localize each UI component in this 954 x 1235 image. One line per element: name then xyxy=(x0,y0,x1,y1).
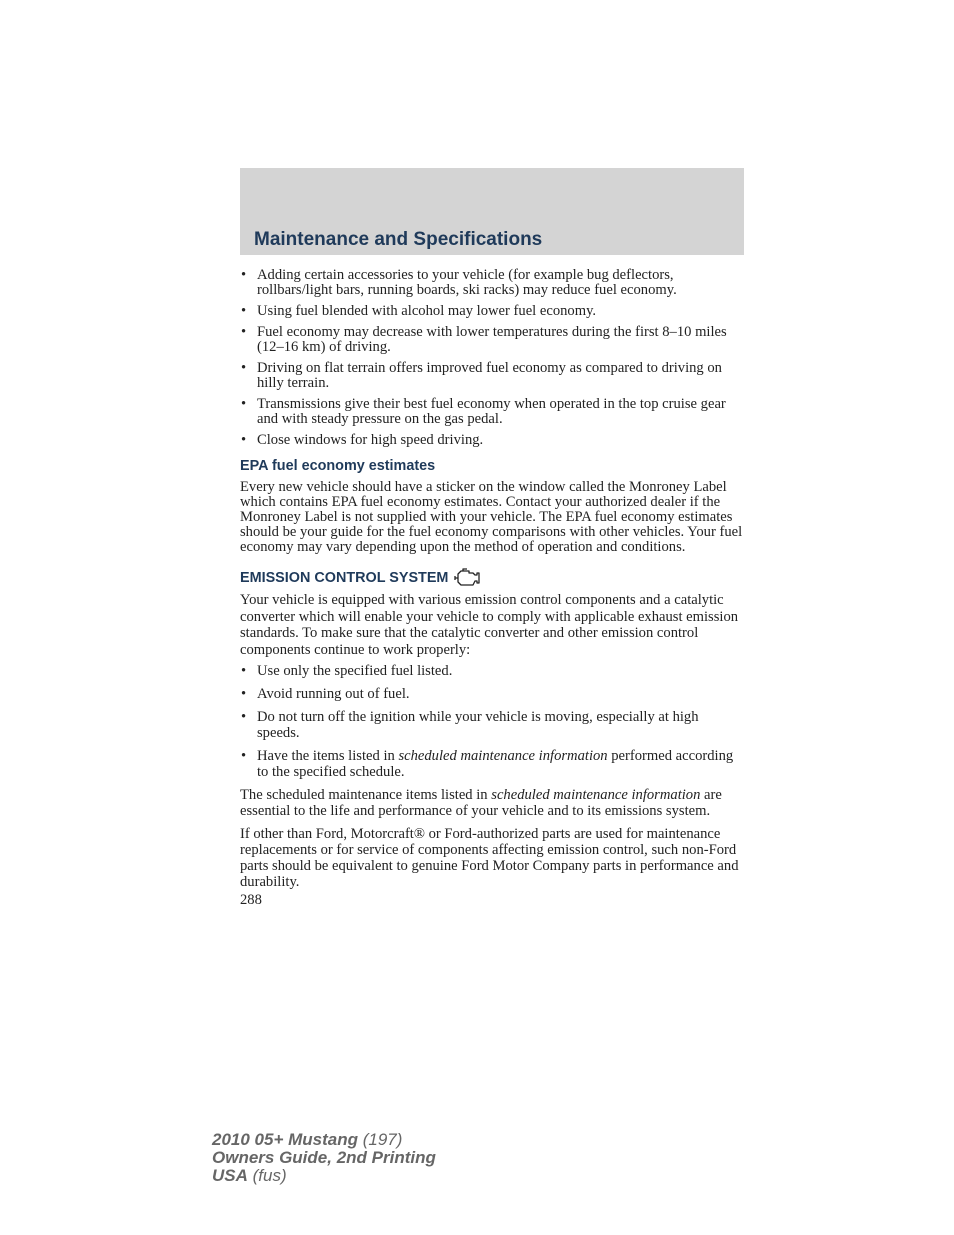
emission-heading-text: EMISSION CONTROL SYSTEM xyxy=(240,570,449,586)
list-item: • Do not turn off the ignition while your vehicle is moving, especially at high speeds. xyxy=(240,709,744,741)
page-content xyxy=(240,268,744,908)
epa-paragraph: Every new vehicle should have a sticker on the window called the Monroney Label which contains EPA fuel economy estimates. Contact your authorized dealer if the Monroney Label is not supplied with your vehicle. The EPA fuel economy estimates should be your guide for the fuel economy comparisons with other vehicles. Your fuel economy may vary depending upon the method of operation and conditions. xyxy=(240,479,743,555)
list-item: • Fuel economy may decrease with lower temperatures during the first 8–10 miles (12–16 km) of driving. xyxy=(240,325,744,355)
list-item: • Avoid running out of fuel. xyxy=(240,686,744,702)
footer-line-1 xyxy=(212,1131,436,1149)
check-engine-icon xyxy=(452,568,482,588)
section-title: Maintenance and Specifications xyxy=(254,229,543,250)
list-item: • Using fuel blended with alcohol may lower fuel economy. xyxy=(240,304,744,319)
document-footer xyxy=(212,1131,436,1185)
footer-line-3 xyxy=(212,1167,436,1185)
footer-edition: Owners Guide, 2nd Printing xyxy=(212,1148,436,1167)
section-header-band xyxy=(240,168,744,255)
list-item-text: performed according to the specified schedule. xyxy=(257,748,734,780)
footer-line-2 xyxy=(212,1149,436,1167)
list-item xyxy=(240,748,744,780)
scheduled-maintenance-paragraph xyxy=(240,787,744,819)
list-item: • Use only the specified fuel listed. xyxy=(240,663,744,679)
footer-market-code: (fus) xyxy=(247,1166,287,1185)
emission-intro-paragraph: Your vehicle is equipped with various emission control components and a catalytic converter which will enable your vehicle to comply with applicable exhaust emission standards. To make sure that the catalytic converter and other emission control components continue to work properly: xyxy=(240,592,739,658)
list-item-text: Have the items listed in xyxy=(257,748,399,764)
ford-parts-paragraph: If other than Ford, Motorcraft® or Ford-authorized parts are used for maintenance replacements or for service of components affecting emission control, such non-Ford parts should be equivalent to genuine Ford Motor Company parts in performance and durability. xyxy=(240,826,739,890)
scheduled-maintenance-reference: scheduled maintenance information xyxy=(491,787,701,803)
emission-tips-list xyxy=(240,663,744,780)
list-item: • Close windows for high speed driving. xyxy=(240,433,744,448)
paragraph-text: are essential to the life and performance of your vehicle and to its emissions system. xyxy=(240,787,722,819)
list-item: • Adding certain accessories to your vehicle (for example bug deflectors, rollbars/light bars, running boards, ski racks) may reduce fuel economy. xyxy=(240,268,744,298)
footer-market: USA xyxy=(212,1166,248,1185)
scheduled-maintenance-reference: scheduled maintenance information xyxy=(398,748,608,764)
list-item: • Transmissions give their best fuel economy when operated in the top cruise gear and with steady pressure on the gas pedal. xyxy=(240,397,744,427)
paragraph-text: The scheduled maintenance items listed in xyxy=(240,787,492,803)
fuel-economy-tips-list xyxy=(240,268,744,448)
page-number: 288 xyxy=(240,892,262,908)
footer-model-code: (197) xyxy=(358,1130,403,1149)
emission-heading xyxy=(240,568,744,588)
list-item: • Driving on flat terrain offers improved fuel economy as compared to driving on hilly terrain. xyxy=(240,361,744,391)
epa-heading: EPA fuel economy estimates xyxy=(240,458,436,474)
footer-model: 2010 05+ Mustang xyxy=(212,1130,358,1149)
